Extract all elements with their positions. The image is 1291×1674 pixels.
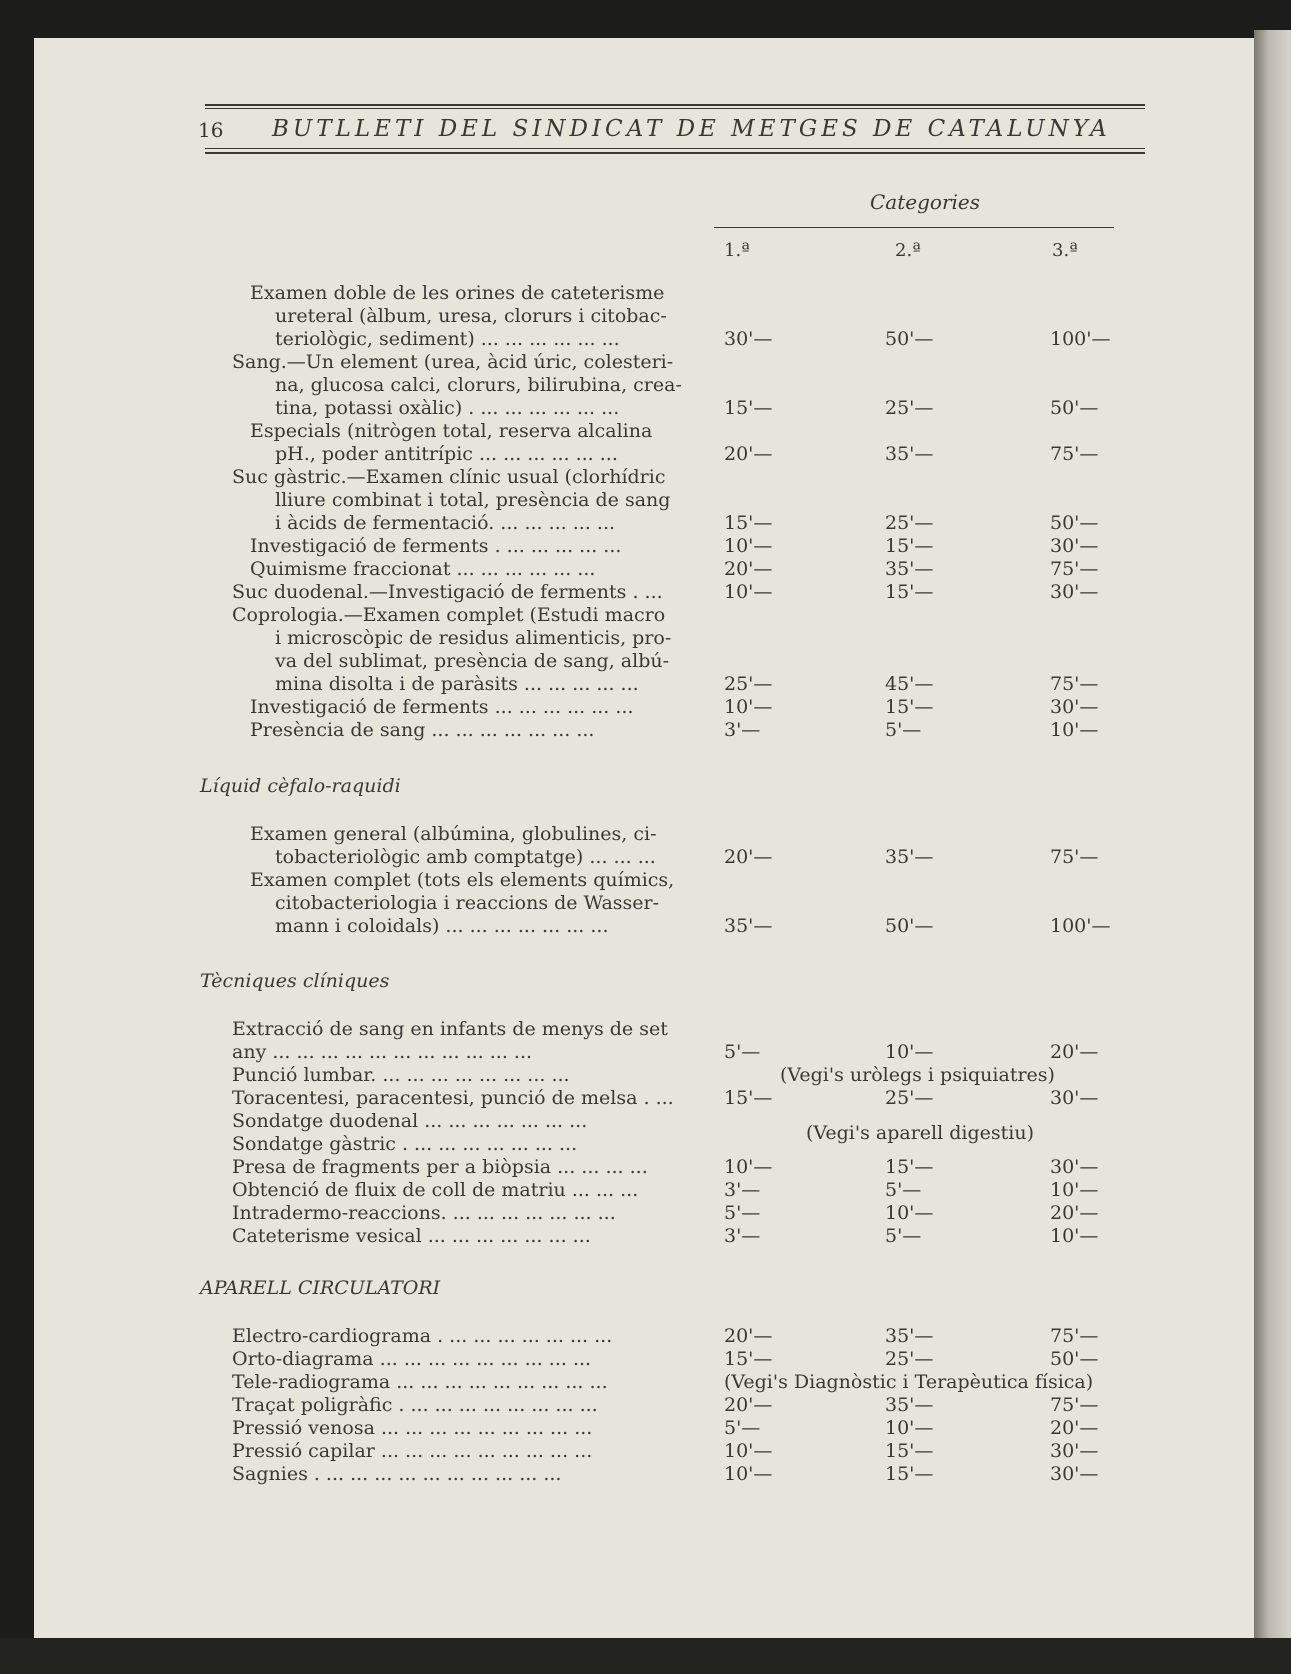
price-cat-2: 15'— <box>885 581 934 603</box>
price-cat-2: 35'— <box>885 1325 934 1347</box>
categories-rule <box>714 227 1114 228</box>
item-text-line: Sagnies . ... ... ... ... ... ... ... ... ... ... <box>232 1463 562 1485</box>
price-cat-2: 5'— <box>885 1179 922 1201</box>
item-text-line: Presència de sang ... ... ... ... ... ... ... <box>250 719 595 741</box>
item-text-line: mina disolta i de paràsits ... ... ... ... ... <box>275 673 639 695</box>
item-text-line: Examen doble de les orines de cateterisme <box>250 282 665 304</box>
price-cat-3: 75'— <box>1050 558 1099 580</box>
item-text-line: Toracentesi, paracentesi, punció de melsa . ... <box>232 1087 674 1109</box>
price-cat-2: 35'— <box>885 558 934 580</box>
price-cat-1: 25'— <box>724 673 773 695</box>
price-cat-1: 5'— <box>724 1041 761 1063</box>
price-cat-1: 5'— <box>724 1202 761 1224</box>
section-liquid-cefalo-raquidi: Líquid cèfalo-raquidi <box>200 775 401 797</box>
item-text-line: Tele-radiograma ... ... ... ... ... ... ... ... ... <box>232 1371 608 1393</box>
price-cat-1: 10'— <box>724 581 773 603</box>
price-cat-2: 10'— <box>885 1202 934 1224</box>
item-text-line: tobacteriològic amb comptatge) ... ... ... <box>275 846 656 868</box>
item-text-line: Investigació de ferments . ... ... ... ... ... <box>250 535 622 557</box>
section-tecniques-cliniques: Tècniques clíniques <box>200 970 390 992</box>
item-text-line: ureteral (àlbum, uresa, clorurs i citobac- <box>275 305 667 327</box>
item-text-line: teriològic, sediment) ... ... ... ... ... ... <box>275 328 620 350</box>
price-cat-2: 5'— <box>885 1225 922 1247</box>
note-diagnostic: (Vegi's Diagnòstic i Terapèutica física) <box>724 1371 1094 1393</box>
item-text-line: Examen complet (tots els elements químics, <box>250 869 675 891</box>
price-cat-3: 50'— <box>1050 1348 1099 1370</box>
price-cat-2: 15'— <box>885 1440 934 1462</box>
item-text-line: Coprologia.—Examen complet (Estudi macro <box>232 604 666 626</box>
section-aparell-circulatori: APARELL CIRCULATORI <box>200 1277 441 1299</box>
price-cat-3: 20'— <box>1050 1202 1099 1224</box>
price-cat-1: 15'— <box>724 512 773 534</box>
scan-border <box>0 1638 1291 1674</box>
price-cat-2: 15'— <box>885 535 934 557</box>
column-header-2: 2.ª <box>895 240 921 261</box>
item-text-line: Presa de fragments per a biòpsia ... ... ... ... <box>232 1156 648 1178</box>
item-text-line: Cateterisme vesical ... ... ... ... ... ... ... <box>232 1225 591 1247</box>
item-text-line: Examen general (albúmina, globulines, ci- <box>250 823 657 845</box>
price-cat-3: 75'— <box>1050 1325 1099 1347</box>
price-cat-1: 30'— <box>724 328 773 350</box>
price-cat-2: 10'— <box>885 1417 934 1439</box>
price-cat-2: 35'— <box>885 1394 934 1416</box>
price-cat-3: 10'— <box>1050 1225 1099 1247</box>
item-text-line: Obtenció de fluix de coll de matriu ... ... ... <box>232 1179 639 1201</box>
book-spine <box>1254 30 1291 1640</box>
header-rule-top <box>205 104 1145 106</box>
price-cat-3: 10'— <box>1050 719 1099 741</box>
price-cat-2: 25'— <box>885 1087 934 1109</box>
price-cat-1: 10'— <box>724 535 773 557</box>
header-rule-bottom-thin <box>205 148 1145 149</box>
price-cat-1: 10'— <box>724 1463 773 1485</box>
price-cat-3: 100'— <box>1050 915 1111 937</box>
price-cat-2: 35'— <box>885 443 934 465</box>
item-text-line: Sondatge gàstric . ... ... ... ... ... ... ... <box>232 1133 578 1155</box>
price-cat-3: 30'— <box>1050 1440 1099 1462</box>
categories-caption: Categories <box>870 190 980 214</box>
price-cat-3: 10'— <box>1050 1179 1099 1201</box>
price-cat-1: 15'— <box>724 1087 773 1109</box>
item-text-line: na, glucosa calci, clorurs, bilirubina, crea- <box>275 374 682 396</box>
item-text-line: pH., poder antitrípic ... ... ... ... ... ... <box>275 443 618 465</box>
price-cat-1: 20'— <box>724 1325 773 1347</box>
price-cat-3: 50'— <box>1050 512 1099 534</box>
item-text-line: Punció lumbar. ... ... ... ... ... ... ... ... <box>232 1064 570 1086</box>
price-cat-2: 50'— <box>885 915 934 937</box>
price-cat-3: 75'— <box>1050 846 1099 868</box>
page-number: 16 <box>198 118 224 142</box>
item-text-line: Pressió capilar ... ... ... ... ... ... ... ... ... <box>232 1440 593 1462</box>
item-text-line: Suc gàstric.—Examen clínic usual (clorhídric <box>232 466 666 488</box>
item-text-line: i àcids de fermentació. ... ... ... ... ... <box>275 512 616 534</box>
price-cat-2: 45'— <box>885 673 934 695</box>
item-text-line: Especials (nitrògen total, reserva alcalina <box>250 420 653 442</box>
price-cat-1: 15'— <box>724 397 773 419</box>
price-cat-2: 25'— <box>885 512 934 534</box>
column-header-1: 1.ª <box>724 240 750 261</box>
price-cat-2: 5'— <box>885 719 922 741</box>
price-cat-3: 75'— <box>1050 443 1099 465</box>
price-cat-1: 10'— <box>724 696 773 718</box>
header-rule-bottom <box>205 152 1145 154</box>
price-cat-2: 15'— <box>885 1463 934 1485</box>
item-text-line: Extracció de sang en infants de menys de set <box>232 1018 668 1040</box>
item-text-line: mann i coloidals) ... ... ... ... ... ... ... <box>275 915 609 937</box>
price-cat-2: 25'— <box>885 397 934 419</box>
price-cat-3: 100'— <box>1050 328 1111 350</box>
price-cat-1: 20'— <box>724 558 773 580</box>
price-cat-3: 30'— <box>1050 1156 1099 1178</box>
journal-title: BUTLLETI DEL SINDICAT DE METGES DE CATALUNYA <box>272 116 1111 142</box>
price-cat-1: 15'— <box>724 1348 773 1370</box>
price-cat-2: 35'— <box>885 846 934 868</box>
item-text-line: Quimisme fraccionat ... ... ... ... ... ... <box>250 558 596 580</box>
price-cat-2: 50'— <box>885 328 934 350</box>
item-text-line: tina, potassi oxàlic) . ... ... ... ... ... ... <box>275 397 620 419</box>
item-text-line: Sang.—Un element (urea, àcid úric, colesteri- <box>232 351 674 373</box>
item-text-line: Pressió venosa ... ... ... ... ... ... ... ... ... <box>232 1417 593 1439</box>
note-urologists: (Vegi's uròlegs i psiquiatres) <box>780 1064 1055 1086</box>
price-cat-2: 25'— <box>885 1348 934 1370</box>
header-rule-top-thin <box>205 108 1145 109</box>
item-text-line: any ... ... ... ... ... ... ... ... ... ... ... <box>232 1041 533 1063</box>
price-cat-1: 20'— <box>724 443 773 465</box>
item-text-line: Intradermo-reaccions. ... ... ... ... ... ... ... <box>232 1202 616 1224</box>
price-cat-3: 30'— <box>1050 581 1099 603</box>
item-text-line: citobacteriologia i reaccions de Wasser- <box>275 892 660 914</box>
column-header-3: 3.ª <box>1052 240 1078 261</box>
price-cat-1: 5'— <box>724 1417 761 1439</box>
item-text-line: Suc duodenal.—Investigació de ferments . ... <box>232 581 663 603</box>
item-text-line: Sondatge duodenal ... ... ... ... ... ... ... <box>232 1110 588 1132</box>
item-text-line: i microscòpic de residus alimenticis, pro- <box>275 627 672 649</box>
price-cat-2: 15'— <box>885 696 934 718</box>
item-text-line: va del sublimat, presència de sang, albú- <box>275 650 670 672</box>
price-cat-1: 20'— <box>724 846 773 868</box>
note-digestive: (Vegi's aparell digestiu) <box>806 1122 1034 1144</box>
price-cat-1: 3'— <box>724 1179 761 1201</box>
price-cat-1: 20'— <box>724 1394 773 1416</box>
price-cat-1: 3'— <box>724 719 761 741</box>
price-cat-3: 75'— <box>1050 673 1099 695</box>
item-text-line: Traçat poligràfic . ... ... ... ... ... ... ... ... <box>232 1394 598 1416</box>
price-cat-3: 75'— <box>1050 1394 1099 1416</box>
price-cat-1: 35'— <box>724 915 773 937</box>
price-cat-2: 10'— <box>885 1041 934 1063</box>
item-text-line: Orto-diagrama ... ... ... ... ... ... ... ... ... <box>232 1348 592 1370</box>
price-cat-3: 30'— <box>1050 1463 1099 1485</box>
item-text-line: lliure combinat i total, presència de sang <box>275 489 671 511</box>
price-cat-3: 30'— <box>1050 535 1099 557</box>
price-cat-1: 10'— <box>724 1440 773 1462</box>
price-cat-3: 30'— <box>1050 696 1099 718</box>
price-cat-2: 15'— <box>885 1156 934 1178</box>
item-text-line: Investigació de ferments ... ... ... ... ... ... <box>250 696 634 718</box>
price-cat-3: 20'— <box>1050 1417 1099 1439</box>
price-cat-3: 50'— <box>1050 397 1099 419</box>
price-cat-3: 20'— <box>1050 1041 1099 1063</box>
price-cat-3: 30'— <box>1050 1087 1099 1109</box>
price-cat-1: 10'— <box>724 1156 773 1178</box>
price-cat-1: 3'— <box>724 1225 761 1247</box>
item-text-line: Electro-cardiograma . ... ... ... ... ... ... ... <box>232 1325 613 1347</box>
